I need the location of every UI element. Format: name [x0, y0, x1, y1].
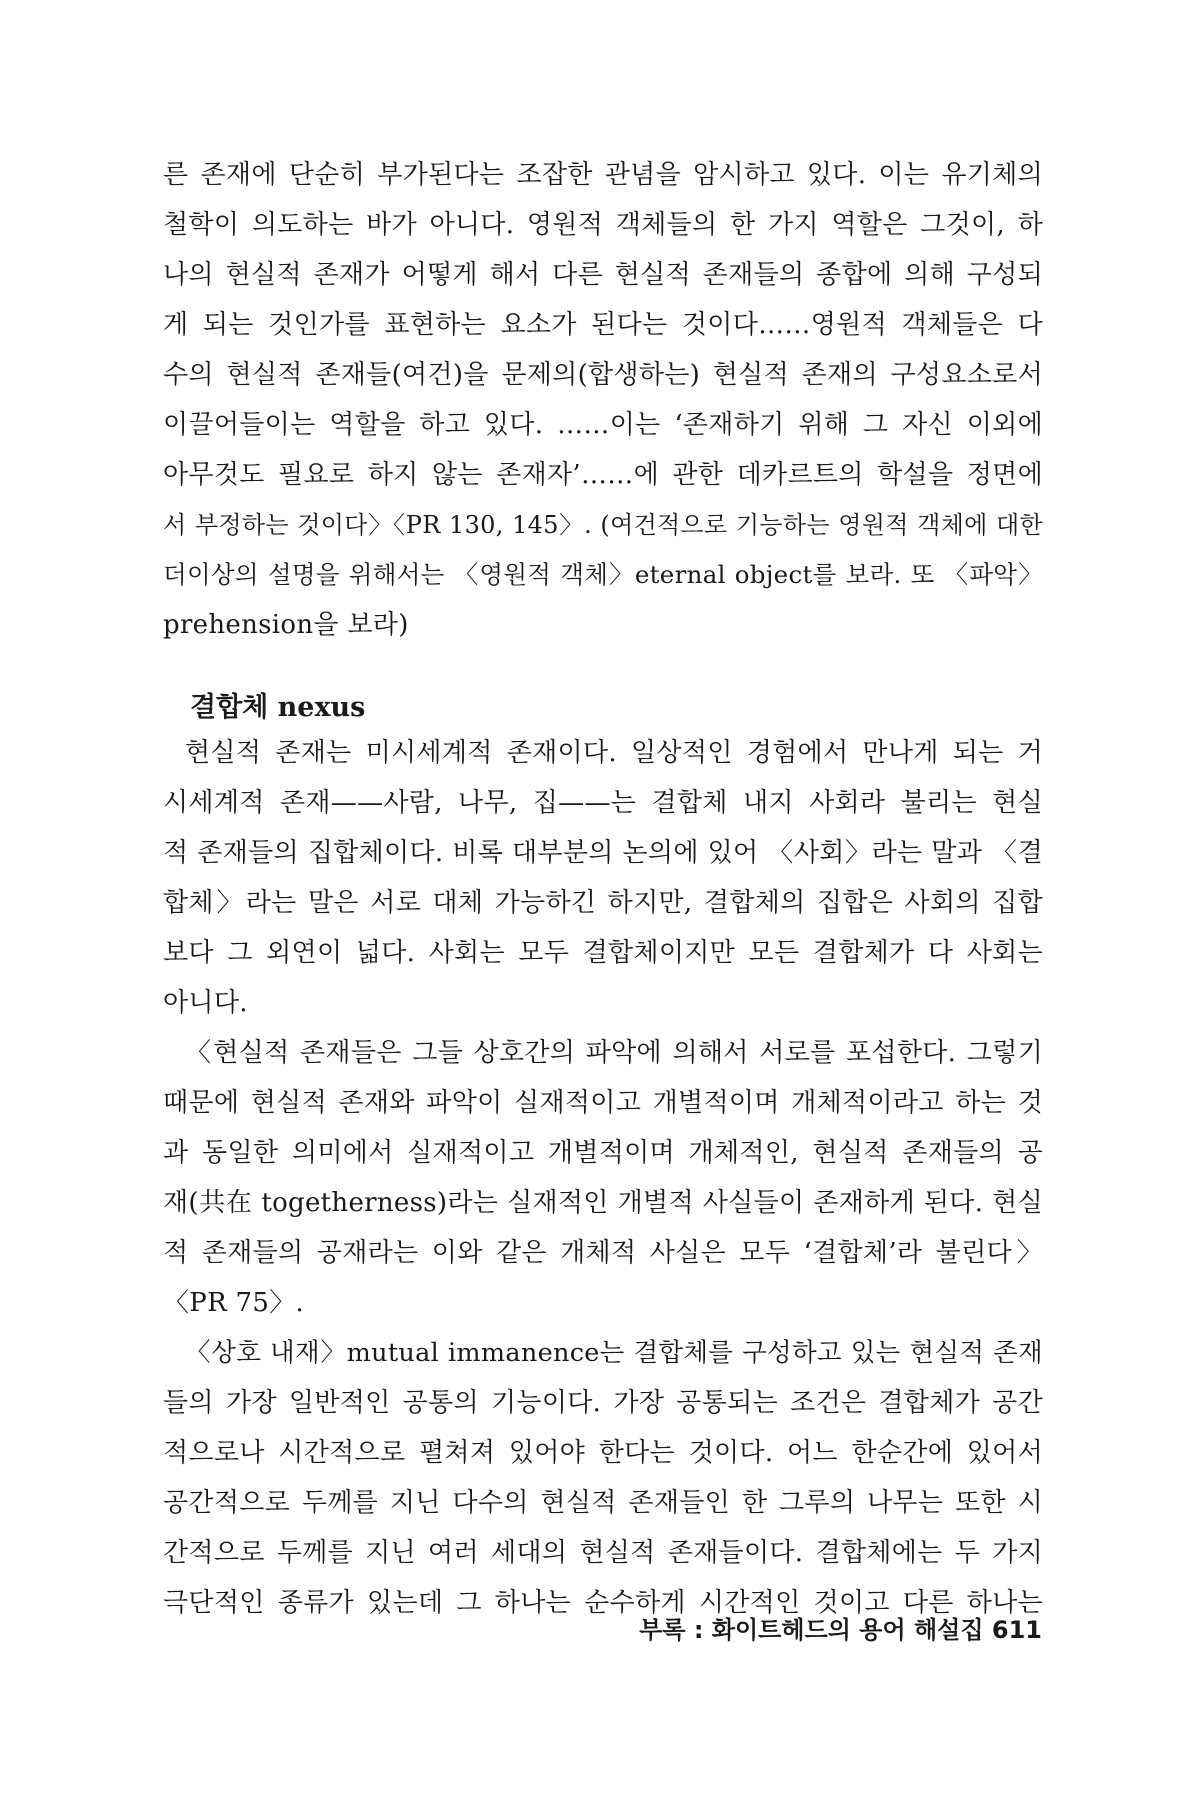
text-line: 현실적 존재는 미시세계적 존재이다. 일상적인 경험에서 만나게 되는 거 — [185, 738, 1043, 768]
text-line: 수의 현실적 존재들(여건)을 문제의(합생하는) 현실적 존재의 구성요소로서 — [163, 360, 1043, 390]
text-line: 른 존재에 단순히 부가된다는 조잡한 관념을 암시하고 있다. 이는 유기체의 — [163, 160, 1043, 190]
text-line: 〈PR 75〉. — [163, 1288, 305, 1318]
text-line: 재(共在 togetherness)라는 실재적인 개별적 사실들이 존재하게 된다. 현실 — [163, 1188, 1043, 1218]
text-line: 적 존재들의 집합체이다. 비록 대부분의 논의에 있어 〈사회〉라는 말과 〈결 — [163, 838, 1043, 868]
text-line: 합체〉라는 말은 서로 대체 가능하긴 하지만, 결합체의 집합은 사회의 집합 — [163, 888, 1043, 918]
text-line: 시세계적 존재——사람, 나무, 집——는 결합체 내지 사회라 불리는 현실 — [163, 788, 1043, 818]
page-footer: 부록 : 화이트헤드의 용어 해설집 611 — [639, 1616, 1042, 1644]
text-line: 간적으로 두께를 지닌 여러 세대의 현실적 존재들이다. 결합체에는 두 가지 — [163, 1538, 1043, 1568]
text-line: 아무것도 필요로 하지 않는 존재자’……에 관한 데카르트의 학설을 정면에 — [163, 460, 1043, 490]
text-line: 더이상의 설명을 위해서는 〈영원적 객체〉eternal object를 보라. 또 〈파악〉 — [163, 560, 1043, 589]
text-line: 이끌어들이는 역할을 하고 있다. ……이는 ‘존재하기 위해 그 자신 이외에 — [163, 410, 1043, 440]
text-line: prehension을 보라) — [163, 610, 409, 640]
text-line: 보다 그 외연이 넓다. 사회는 모두 결합체이지만 모든 결합체가 다 사회는 — [163, 938, 1043, 968]
text-line: 나의 현실적 존재가 어떻게 해서 다른 현실적 존재들의 종합에 의해 구성되 — [163, 260, 1043, 290]
text-line: 〈현실적 존재들은 그들 상호간의 파악에 의해서 서로를 포섭한다. 그렇기 — [185, 1038, 1043, 1068]
text-line: 서 부정하는 것이다〉〈PR 130, 145〉. (여건적으로 기능하는 영원적 객체에 대한 — [163, 511, 1043, 539]
text-line: 아니다. — [163, 988, 248, 1018]
text-line: 〈상호 내재〉mutual immanence는 결합체를 구성하고 있는 현실적 존재 — [185, 1338, 1043, 1368]
text-line: 들의 가장 일반적인 공통의 기능이다. 가장 공통되는 조건은 결합체가 공간 — [163, 1388, 1043, 1418]
section-heading: 결합체 nexus — [190, 692, 366, 723]
text-line: 공간적으로 두께를 지닌 다수의 현실적 존재들인 한 그루의 나무는 또한 시 — [163, 1488, 1043, 1518]
text-line: 철학이 의도하는 바가 아니다. 영원적 객체들의 한 가지 역할은 그것이, 하 — [163, 210, 1043, 240]
section-body — [163, 728, 1043, 1628]
text-line: 과 동일한 의미에서 실재적이고 개별적이며 개체적인, 현실적 존재들의 공 — [163, 1138, 1043, 1168]
text-line: 극단적인 종류가 있는데 그 하나는 순수하게 시간적인 것이고 다른 하나는 — [163, 1588, 1043, 1618]
text-line: 게 되는 것인가를 표현하는 요소가 된다는 것이다……영원적 객체들은 다 — [163, 310, 1043, 340]
text-line: 적으로나 시간적으로 펼쳐져 있어야 한다는 것이다. 어느 한순간에 있어서 — [163, 1438, 1043, 1468]
intro-paragraph — [163, 150, 1043, 650]
text-line: 때문에 현실적 존재와 파악이 실재적이고 개별적이며 개체적이라고 하는 것 — [163, 1088, 1043, 1118]
text-line: 적 존재들의 공재라는 이와 같은 개체적 사실은 모두 ‘결합체’라 불린다〉 — [163, 1238, 1043, 1268]
